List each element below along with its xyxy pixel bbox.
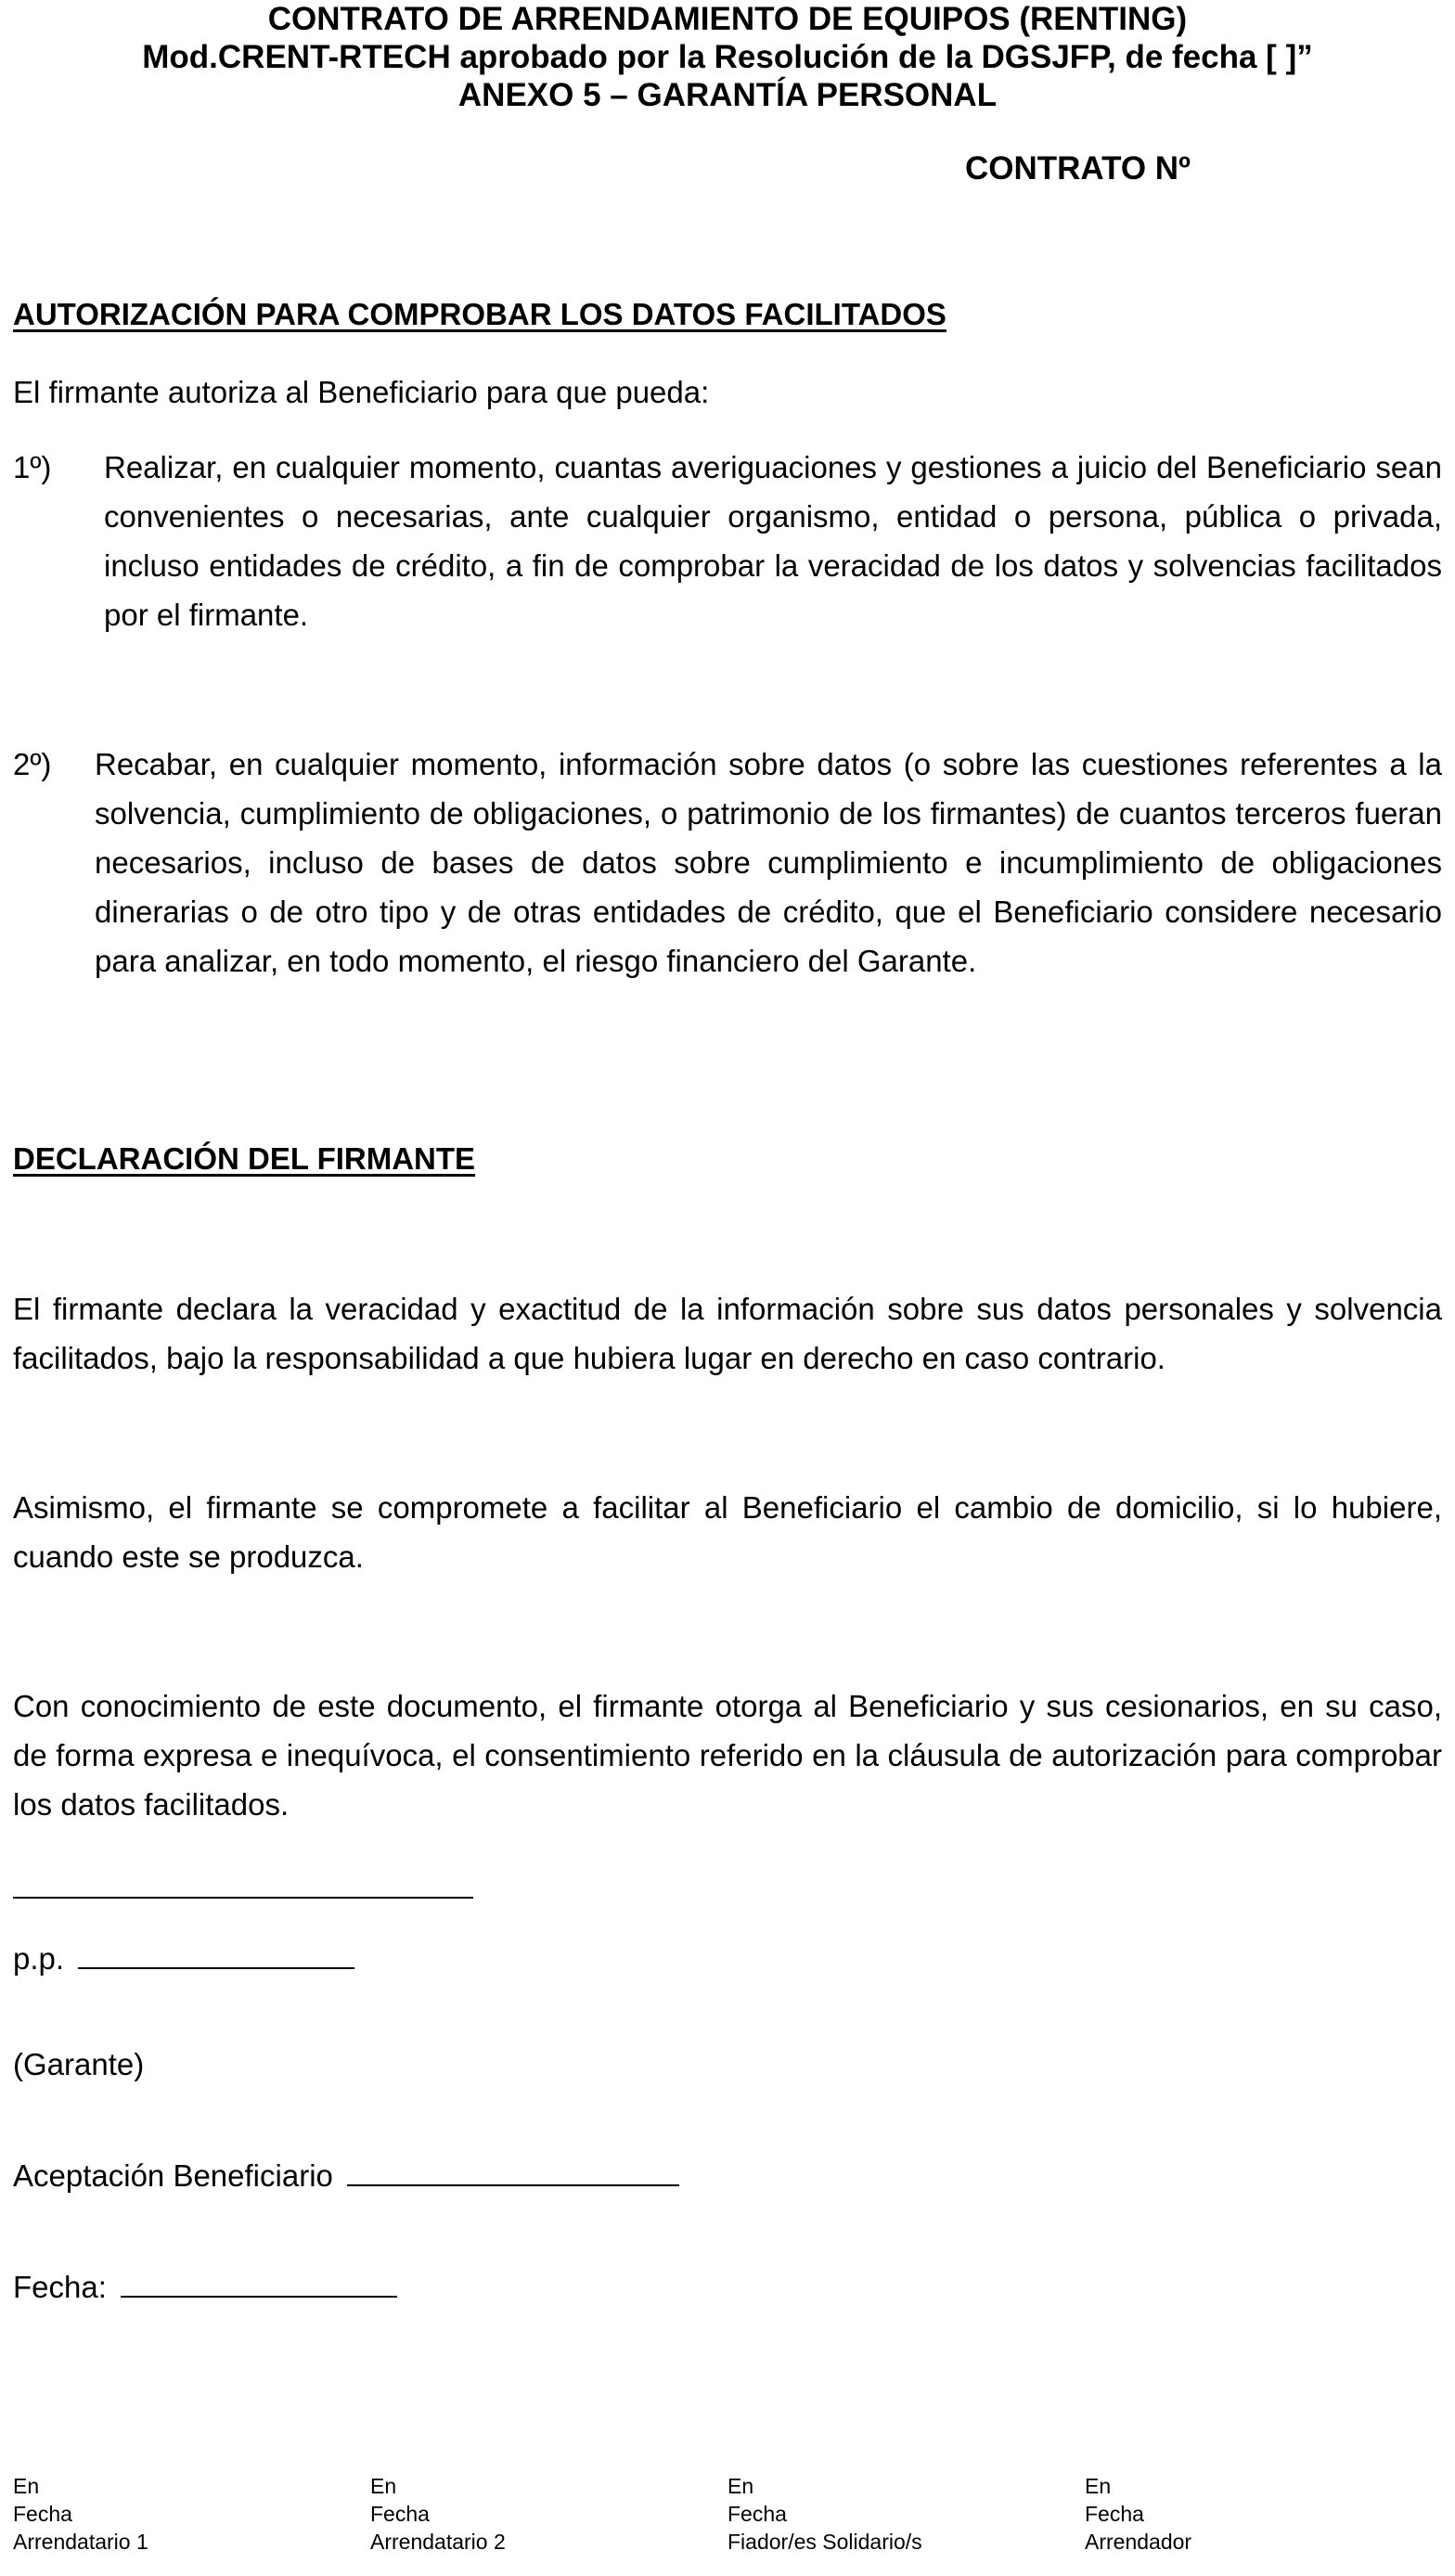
contract-number-label: CONTRATO Nº — [965, 150, 1191, 187]
pp-blank — [78, 1937, 354, 1969]
footer-column-fiador — [728, 2472, 922, 2556]
footer-place: En — [13, 2474, 40, 2498]
acceptance-blank — [347, 2154, 679, 2186]
document-model-line: Mod.CRENT-RTECH aprobado por la Resolución de la DGSJFP, de fecha [ ]” — [142, 39, 1313, 75]
section-authorization-title: AUTORIZACIÓN PARA COMPROBAR LOS DATOS FACILITADOS — [13, 297, 946, 331]
acceptance-label: Aceptación Beneficiario — [13, 2158, 333, 2193]
footer-date: Fecha — [370, 2502, 430, 2526]
footer-date: Fecha — [728, 2502, 787, 2526]
date-field — [13, 2262, 397, 2312]
footer-place: En — [370, 2474, 397, 2498]
pp-label: p.p. — [13, 1941, 65, 1976]
footer-date: Fecha — [13, 2502, 72, 2526]
authorization-item-2 — [13, 740, 1442, 985]
declaration-paragraph-3: Con conocimiento de este documento, el firmante otorga al Beneficiario y sus cesionarios, en su caso, de forma expresa e inequívoca, el consentimiento referido en la cláusula de autorización para comprobar los datos facilitados. — [13, 1689, 1442, 1822]
date-label: Fecha: — [13, 2270, 107, 2304]
authorization-item-1 — [13, 443, 1442, 639]
pp-field — [13, 1934, 354, 1983]
footer-column-arrendatario-2 — [370, 2472, 506, 2556]
footer-place: En — [728, 2474, 754, 2498]
item-text: Realizar, en cualquier momento, cuantas averiguaciones y gestiones a juicio del Beneficiario sean convenientes o necesarias, ante cualquier organismo, entidad o persona, pública o privada, incluso entidades de crédito, a fin de comprobar la veracidad de los datos y solvencias facilitados por el firmante. — [104, 450, 1442, 632]
date-blank — [121, 2265, 397, 2298]
declaration-paragraph-2: Asimismo, el firmante se compromete a facilitar al Beneficiario el cambio de domicilio, si lo hubiere, cuando este se produzca. — [13, 1490, 1442, 1574]
beneficiary-acceptance-field — [13, 2151, 679, 2200]
footer-place: En — [1085, 2474, 1112, 2498]
footer-party: Arrendatario 1 — [13, 2530, 148, 2554]
signature-line — [13, 1897, 473, 1899]
footer-date: Fecha — [1085, 2502, 1144, 2526]
footer-party: Arrendador — [1085, 2530, 1192, 2554]
section-authorization-intro: El firmante autoriza al Beneficiario para que pueda: — [13, 375, 710, 409]
item-number: 2º) — [13, 747, 52, 781]
annex-title: ANEXO 5 – GARANTÍA PERSONAL — [457, 77, 998, 113]
footer-column-arrendatario-1 — [13, 2472, 148, 2556]
item-text: Recabar, en cualquier momento, información sobre datos (o sobre las cuestiones referentes a la solvencia, cumplimiento de obligaciones, o patrimonio de los firmantes) de cuantos terceros fueran necesarios, incluso de bases de datos sobre cumplimiento e incumplimiento de obligaciones dinerarias o de otro tipo y de otras entidades de crédito, que el Beneficiario considere necesario para analizar, en todo momento, el riesgo financiero del Garante. — [95, 747, 1442, 978]
declaration-paragraph-1: El firmante declara la veracidad y exactitud de la información sobre sus datos personales y solvencia facilitados, bajo la responsabilidad a que hubiera lugar en derecho en caso contrario. — [13, 1292, 1442, 1375]
footer-party: Fiador/es Solidario/s — [728, 2530, 922, 2554]
footer-party: Arrendatario 2 — [370, 2530, 506, 2554]
guarantor-label: (Garante) — [13, 2047, 145, 2081]
document-title: CONTRATO DE ARRENDAMIENTO DE EQUIPOS (RENTING) — [267, 1, 1188, 37]
footer-column-arrendador — [1085, 2472, 1191, 2556]
section-declaration-title: DECLARACIÓN DEL FIRMANTE — [13, 1141, 476, 1176]
document-header — [0, 0, 1455, 114]
item-number: 1º) — [13, 450, 52, 484]
